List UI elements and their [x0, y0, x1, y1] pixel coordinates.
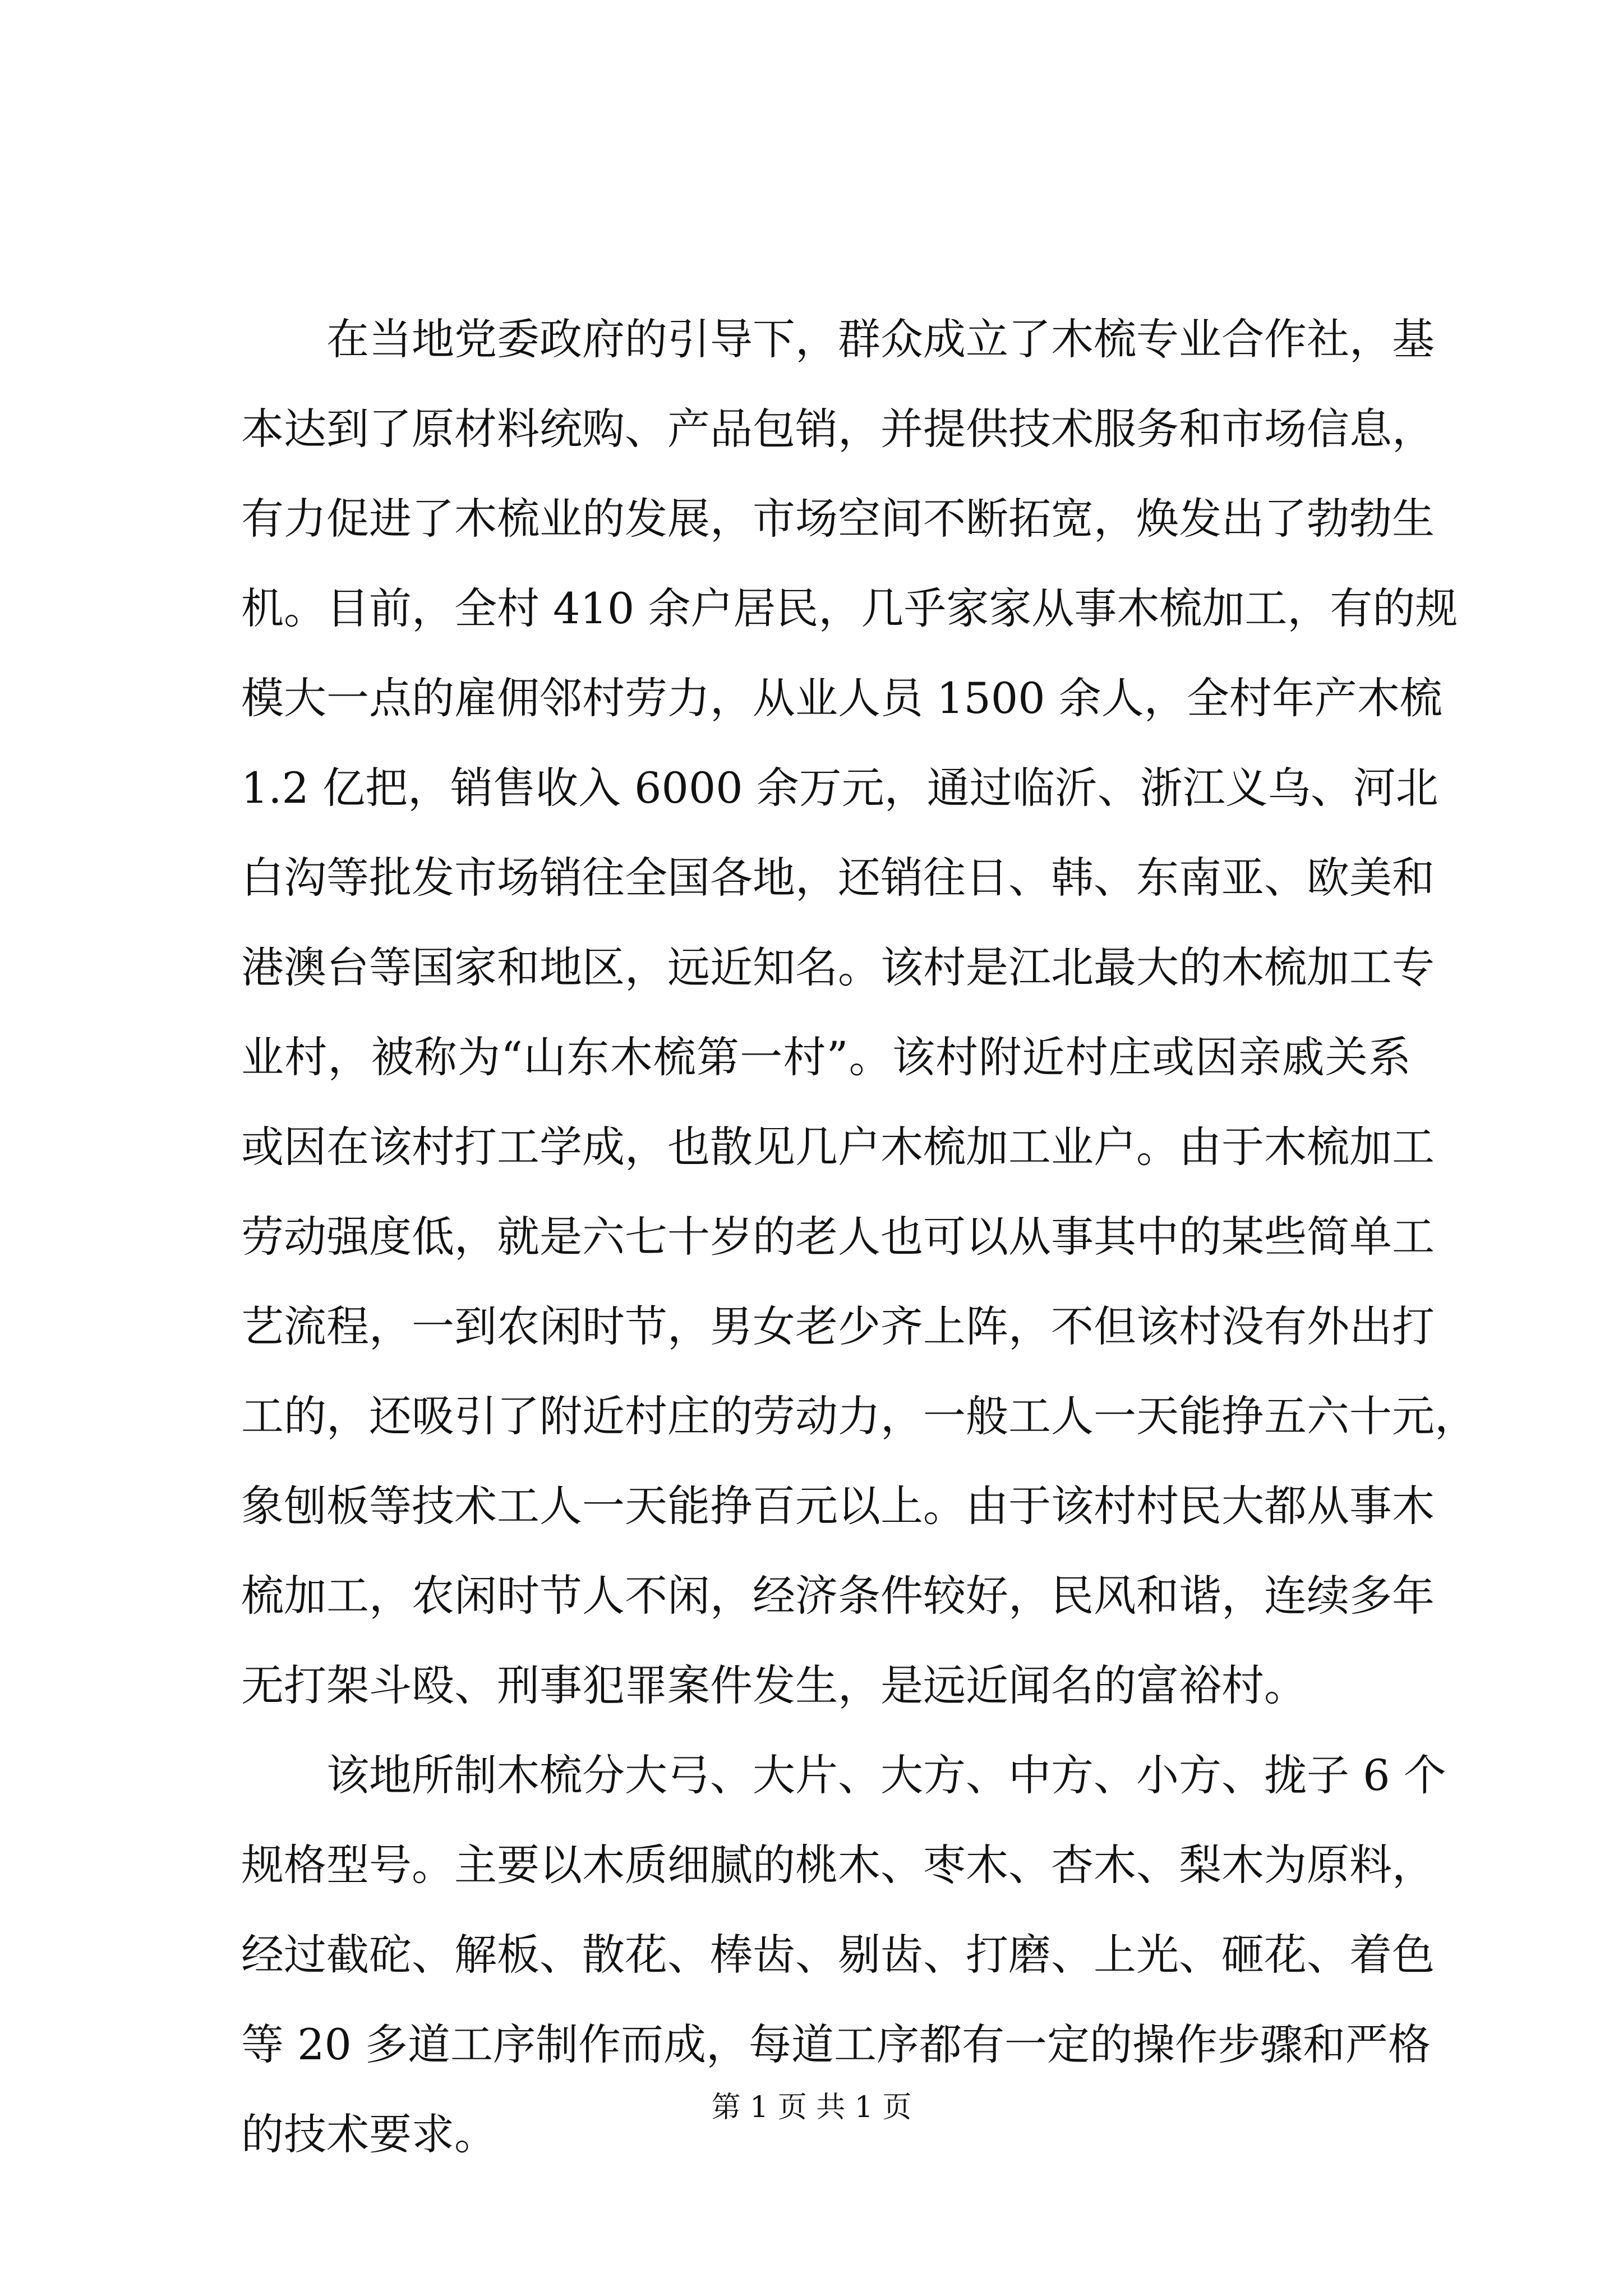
text-line: 或因在该村打工学成，也散见几户木梳加工业户。由于木梳加工 — [241, 1122, 1435, 1172]
text-line: 有力促进了木梳业的发展，市场空间不断拓宽，焕发出了勃勃生 — [241, 494, 1435, 544]
document-body — [241, 295, 1477, 2179]
text-line: 在当地党委政府的引导下，群众成立了木梳专业合作社，基 — [326, 314, 1435, 364]
text-line: 模大一点的雇佣邻村劳力，从业人员 1500 余人，全村年产木梳 — [241, 673, 1442, 723]
text-line: 1.2 亿把，销售收入 6000 余万元，通过临沂、浙江义乌、河北 — [241, 763, 1438, 813]
page-footer: 第 1 页 共 1 页 — [711, 2091, 912, 2124]
text-line: 等 20 多道工序制作而成，每道工序都有一定的操作步骤和严格 — [241, 2019, 1431, 2069]
text-line: 本达到了原材料统购、产品包销，并提供技术服务和市场信息， — [241, 404, 1435, 454]
text-line: 无打架斗殴、刑事犯罪案件发生，是远近闻名的富裕村。 — [241, 1660, 1307, 1710]
text-line: 的技术要求。 — [241, 2109, 497, 2159]
text-line: 艺流程，一到农闲时节，男女老少齐上阵，不但该村没有外出打 — [241, 1301, 1435, 1351]
text-line: 规格型号。主要以木质细腻的桃木、枣木、杏木、梨木为原料， — [241, 1840, 1435, 1890]
text-line: 劳动强度低，就是六七十岁的老人也可以从事其中的某些简单工 — [241, 1212, 1435, 1262]
text-line: 业村，被称为“山东木梳第一村”。该村附近村庄或因亲戚关系 — [241, 1032, 1411, 1082]
text-line: 象刨板等技术工人一天能挣百元以上。由于该村村民大都从事木 — [241, 1481, 1435, 1531]
text-line: 工的，还吸引了附近村庄的劳动力，一般工人一天能挣五六十元， — [241, 1391, 1477, 1441]
text-line: 机。目前，全村 410 余户居民，几乎家家从事木梳加工，有的规 — [241, 583, 1458, 633]
text-line: 白沟等批发市场销往全国各地，还销往日、韩、东南亚、欧美和 — [241, 853, 1435, 903]
text-line: 港澳台等国家和地区，远近知名。该村是江北最大的木梳加工专 — [241, 942, 1435, 992]
text-line: 经过截砣、解板、散花、棒齿、剔齿、打磨、上光、砸花、着色 — [241, 1930, 1435, 1980]
text-line: 梳加工，农闲时节人不闲，经济条件较好，民风和谐，连续多年 — [241, 1571, 1435, 1621]
text-line: 该地所制木梳分大弓、大片、大方、中方、小方、拢子 6 个 — [326, 1750, 1446, 1800]
paragraph-1 — [241, 295, 1477, 1731]
